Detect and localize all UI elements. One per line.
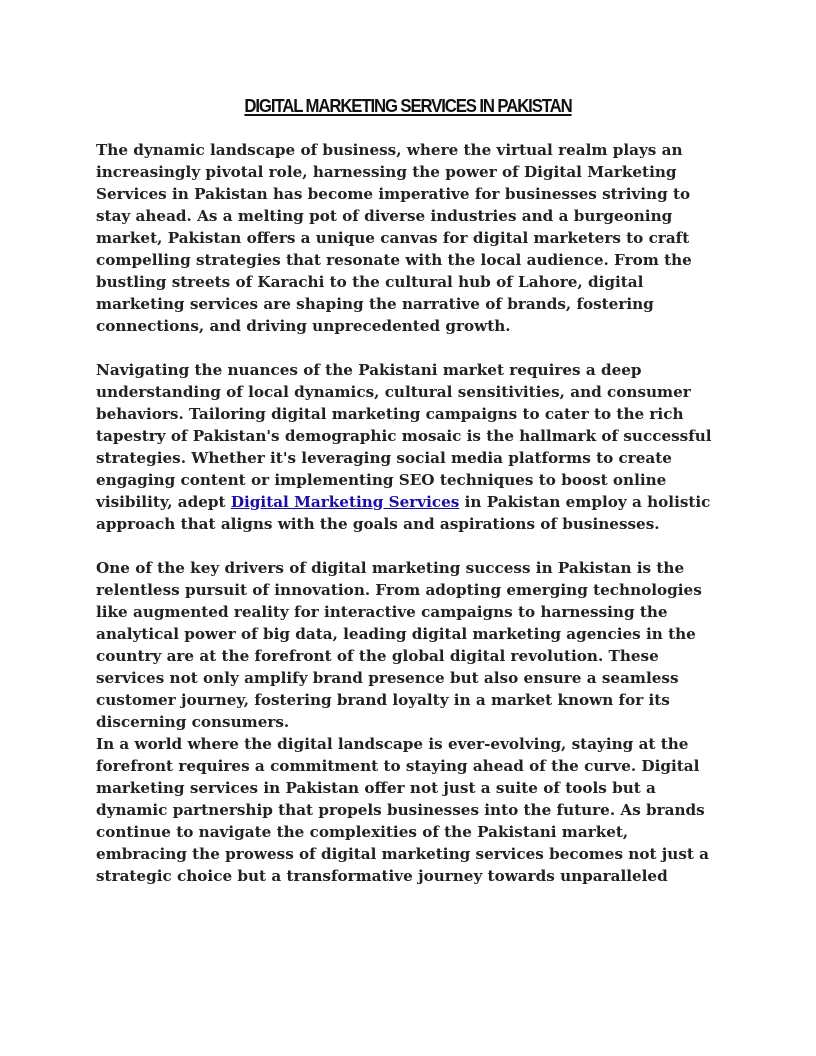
paragraph-intro bbox=[96, 139, 720, 337]
paragraph-market-text-end: in Pakistan employ a holistic approach that aligns with the goals and aspirations of businesses. bbox=[96, 493, 711, 533]
page-title: DIGITAL MARKETING SERVICES IN PAKISTAN bbox=[244, 96, 572, 116]
paragraph-market bbox=[96, 359, 720, 535]
digital-marketing-services-link[interactable]: Digital Marketing Services bbox=[230, 493, 460, 511]
paragraph-innovation: One of the key drivers of digital marketing success in Pakistan is the relentless pursuit of innovation. From adopting emerging technologies like augmented reality for interactive campaigns to harnessing the analytical power of big data, leading digital marketing agencies in the country are at the forefront of the global digital revolution. These services not only amplify brand presence but also ensure a seamless customer journey, fostering brand loyalty in a market known for its discerning consumers. bbox=[96, 559, 702, 731]
paragraph-conclusion: In a world where the digital landscape is ever-evolving, staying at the forefront requires a commitment to staying ahead of the curve. Digital marketing services in Pakistan offer not just a suite of tools but a dynamic partnership that propels businesses into the future. As brands continue to navigate the complexities of the Pakistani market, embracing the prowess of digital marketing services becomes not just a strategic choice but a transformative journey towards unparalleled bbox=[96, 735, 710, 885]
document-body bbox=[96, 139, 720, 887]
paragraph-intro-text-start: The dynamic landscape of business, where the virtual realm plays an increasingly pivotal role, harnessing the power of bbox=[96, 141, 683, 181]
paragraph-intro-emphasis: Digital Marketing Services in Pakistan bbox=[96, 163, 677, 203]
paragraph-market-text-start: Navigating the nuances of the Pakistani market requires a deep understanding of local dynamics, cultural sensitivities, and consumer behaviors. Tailoring digital marketing campaigns to cater to the rich tapestry of Pakistan's demographic mosaic is the hallmark of successful strategies. Whether it's leveraging social media platforms to create engaging content or implementing SEO techniques to boost online visibility, adept bbox=[96, 361, 712, 511]
paragraph-intro-text-end: has become imperative for businesses striving to stay ahead. As a melting pot of diverse industries and a burgeoning market, Pakistan offers a unique canvas for digital marketers to craft compelling strategies that resonate with the local audience. From the bustling streets of Karachi to the cultural hub of Lahore, digital marketing services are shaping the narrative of brands, fostering connections, and driving unprecedented growth. bbox=[96, 185, 692, 335]
